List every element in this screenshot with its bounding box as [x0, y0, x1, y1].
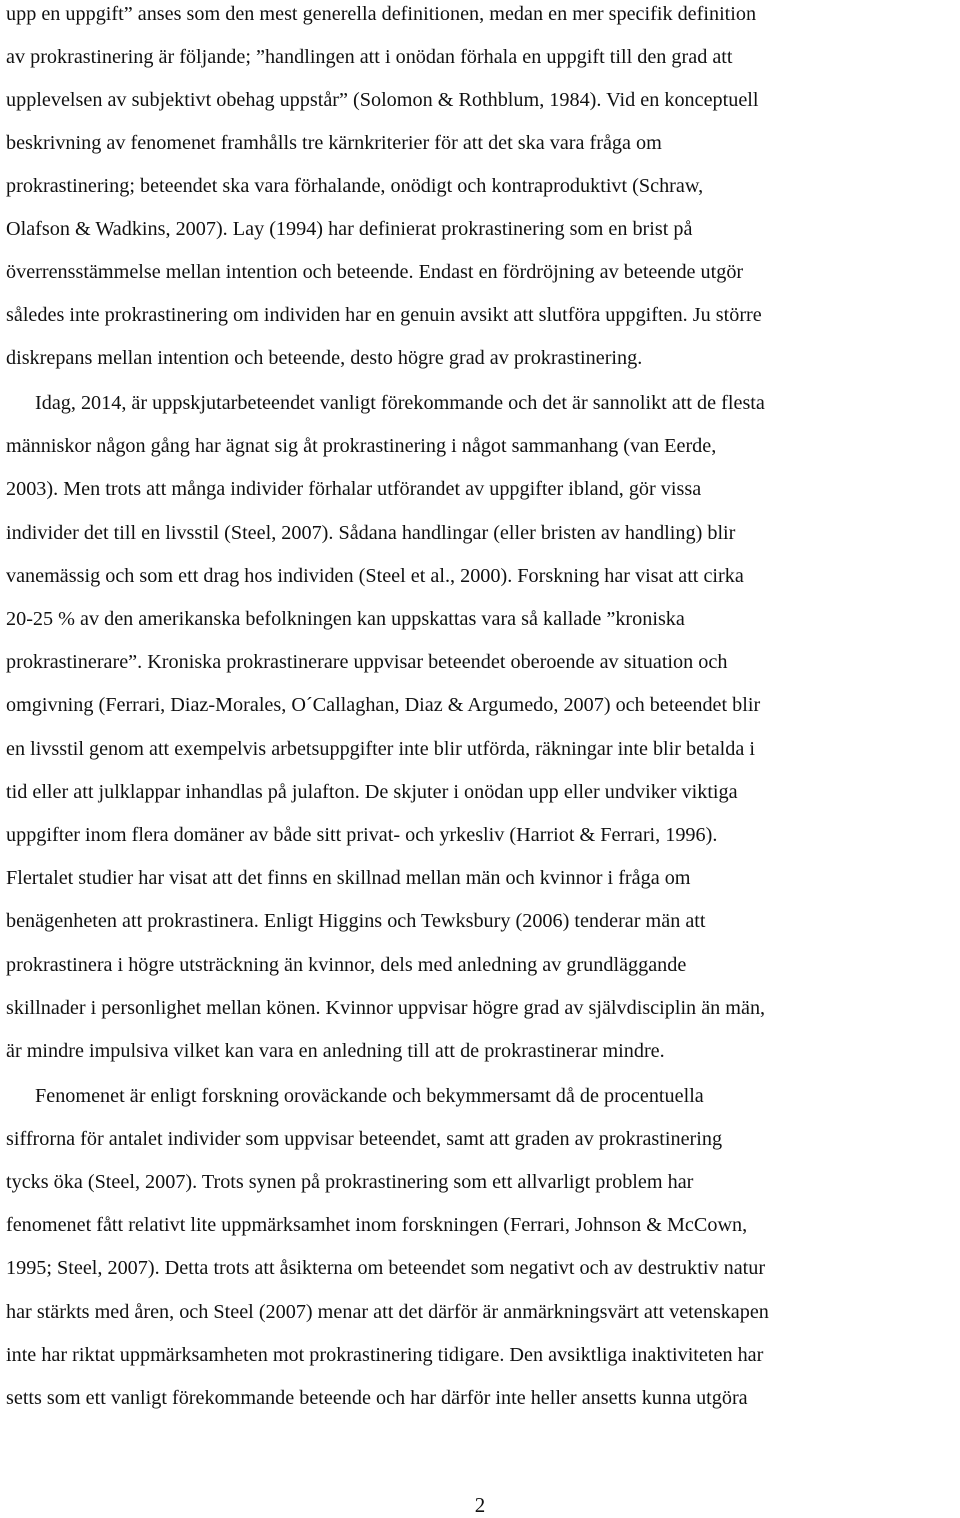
text-line: upp en uppgift” anses som den mest generella definitionen, medan en mer specifik definition	[6, 3, 757, 25]
text-line: Flertalet studier har visat att det finns en skillnad mellan män och kvinnor i fråga om	[6, 867, 691, 889]
text-line: skillnader i personlighet mellan könen. Kvinnor uppvisar högre grad av självdisciplin än män,	[6, 997, 766, 1019]
text-line: diskrepans mellan intention och beteende, desto högre grad av prokrastinering.	[6, 347, 643, 369]
text-line: tid eller att julklappar inhandlas på julafton. De skjuter i onödan upp eller undviker viktiga	[6, 781, 738, 803]
text-line: siffrorna för antalet individer som uppvisar beteendet, samt att graden av prokrastinering	[6, 1128, 723, 1150]
paragraph-first-line: Fenomenet är enligt forskning oroväckande och bekymmersamt då de procentuella	[35, 1085, 704, 1107]
text-line: omgivning (Ferrari, Diaz-Morales, O´Callaghan, Diaz & Argumedo, 2007) och beteendet blir	[6, 694, 761, 716]
text-line: individer det till en livsstil (Steel, 2007). Sådana handlingar (eller bristen av handling) blir	[6, 522, 736, 544]
text-line: 1995; Steel, 2007). Detta trots att åsikterna om beteendet som negativt och av destruktiv natur	[6, 1257, 766, 1279]
text-line: 2003). Men trots att många individer förhalar utförandet av uppgifter ibland, gör vissa	[6, 478, 702, 500]
text-line: tycks öka (Steel, 2007). Trots synen på prokrastinering som ett allvarligt problem har	[6, 1171, 694, 1193]
text-line: 20-25 % av den amerikanska befolkningen kan uppskattas vara så kallade ”kroniska	[6, 608, 685, 630]
text-line: prokrastinerare”. Kroniska prokrastinerare uppvisar beteendet oberoende av situation och	[6, 651, 728, 673]
text-line: beskrivning av fenomenet framhålls tre kärnkriterier för att det ska vara fråga om	[6, 132, 662, 154]
text-line: prokrastinera i högre utsträckning än kvinnor, dels med anledning av grundläggande	[6, 954, 687, 976]
text-line: överrensstämmelse mellan intention och beteende. Endast en fördröjning av beteende utgör	[6, 261, 744, 283]
text-line: uppgifter inom flera domäner av både sitt privat- och yrkesliv (Harriot & Ferrari, 1996).	[6, 824, 718, 846]
text-line: således inte prokrastinering om individen har en genuin avsikt att slutföra uppgiften. Ju större	[6, 304, 762, 326]
text-line: av prokrastinering är följande; ”handlingen att i onödan förhala en uppgift till den grad att	[6, 46, 733, 68]
text-line: upplevelsen av subjektivt obehag uppstår” (Solomon & Rothblum, 1984). Vid en konceptuell	[6, 89, 759, 111]
text-line: inte har riktat uppmärksamheten mot prokrastinering tidigare. Den avsiktliga inaktiviteten har	[6, 1344, 764, 1366]
page-number: 2	[474, 1493, 486, 1517]
text-line: benägenheten att prokrastinera. Enligt Higgins och Tewksbury (2006) tenderar män att	[6, 910, 706, 932]
text-line: vanemässig och som ett drag hos individen (Steel et al., 2000). Forskning har visat att cirka	[6, 565, 744, 587]
text-line: människor någon gång har ägnat sig åt prokrastinering i något sammanhang (van Eerde,	[6, 435, 717, 457]
text-line: en livsstil genom att exempelvis arbetsuppgifter inte blir utförda, räkningar inte blir betalda i	[6, 738, 755, 760]
text-line: är mindre impulsiva vilket kan vara en anledning till att de prokrastinerar mindre.	[6, 1040, 665, 1062]
text-line: Olafson & Wadkins, 2007). Lay (1994) har definierat prokrastinering som en brist på	[6, 218, 693, 240]
text-line: fenomenet fått relativt lite uppmärksamhet inom forskningen (Ferrari, Johnson & McCown,	[6, 1214, 748, 1236]
text-line: har stärkts med åren, och Steel (2007) menar att det därför är anmärkningsvärt att vetenskapen	[6, 1301, 769, 1323]
text-line: setts som ett vanligt förekommande beteende och har därför inte heller ansetts kunna utgöra	[6, 1387, 748, 1409]
text-line: prokrastinering; beteendet ska vara förhalande, onödigt och kontraproduktivt (Schraw,	[6, 175, 704, 197]
paragraph-first-line: Idag, 2014, är uppskjutarbeteendet vanligt förekommande och det är sannolikt att de flesta	[35, 392, 765, 414]
